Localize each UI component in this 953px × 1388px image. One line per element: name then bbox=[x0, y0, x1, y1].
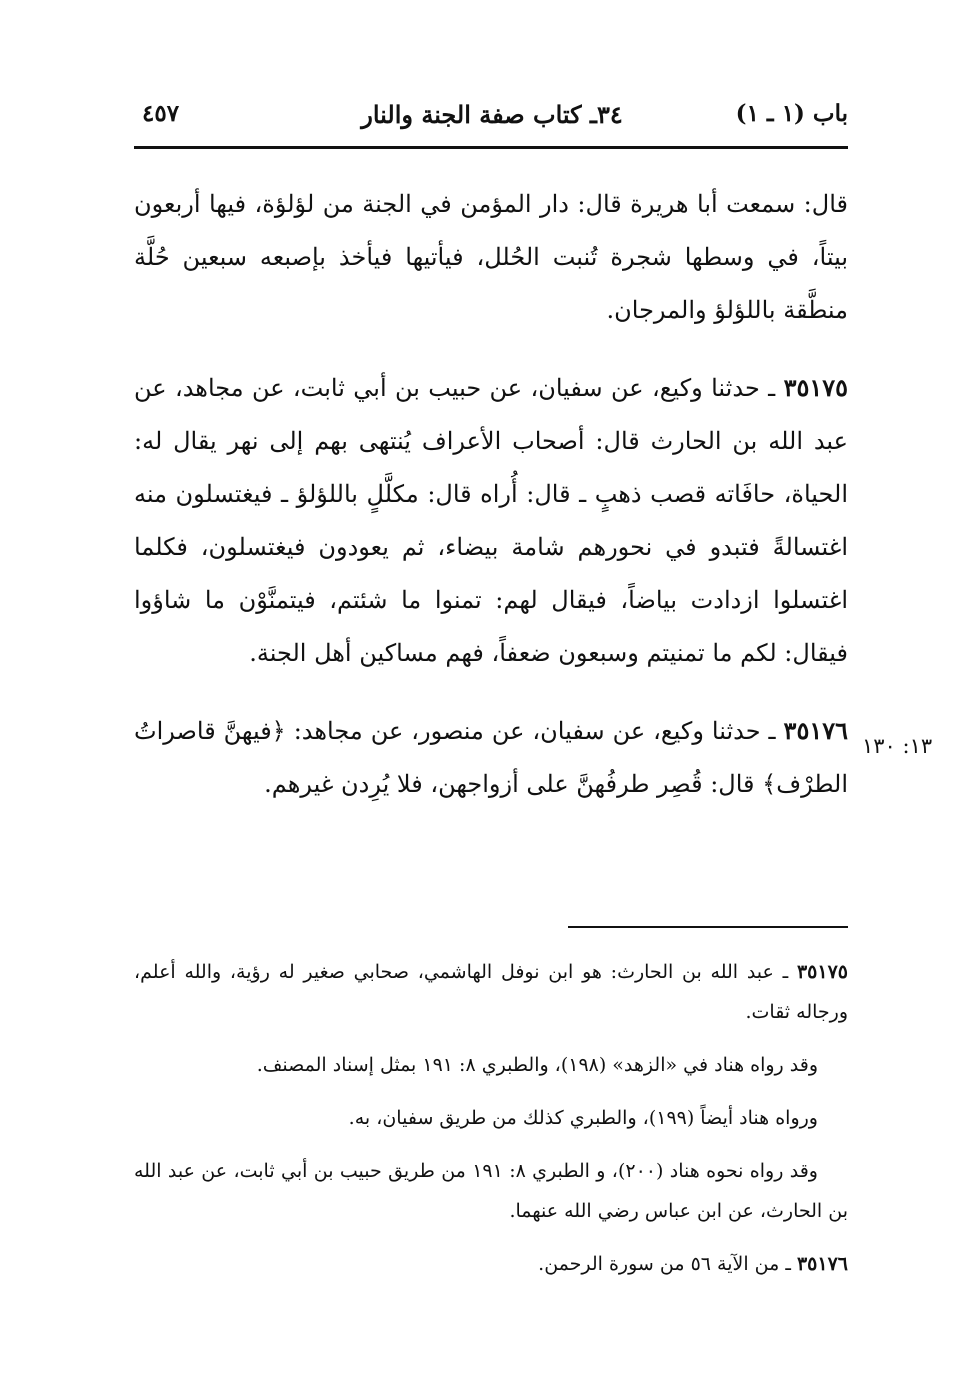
footnote-line: ورواه هناد أيضاً (١٩٩)، والطبري كذلك من طريق سفيان، به. bbox=[348, 1107, 818, 1129]
chapter-label: باب (١ ـ ١) bbox=[735, 100, 848, 127]
hadith-text: ـ حدثنا وكيع، عن سفيان، عن حبيب بن أبي ثابت، عن مجاهد، عن عبد الله بن الحارث قال: أصحاب الأعراف يُنتهى بهم إلى نهر يقال له: الحياة، حافَاته قصب ذهبٍ ـ قال: أُراه قال: مكلَّلٍ باللؤلؤ ـ فيغتسلون منه اغتسالةً فتبدو في نحورهم شامة بيضاء، ثم يعودون فيغتسلون، فكلما اغتسلوا ازدادت بياضاً، فيقال لهم: تمنوا ما شئتم، فيتمنَّوْن ما شاؤوا فيقال: لكم ما تمنيتم وسبعون ضعفاً، فهم مساكين أهل الجنة. bbox=[134, 374, 849, 667]
footnote-35175 bbox=[134, 952, 848, 1032]
footnote-text: ـ من الآية ٥٦ من سورة الرحمن. bbox=[538, 1253, 791, 1275]
hadith-number: ٣٥١٧٥ bbox=[783, 373, 849, 402]
hadith-number: ٣٥١٧٦ bbox=[783, 716, 848, 745]
footnote-number: ٣٥١٧٥ bbox=[796, 961, 848, 983]
running-header bbox=[136, 94, 848, 140]
main-text bbox=[134, 178, 848, 835]
margin-reference: ١٣: ١٣٠ bbox=[862, 734, 933, 758]
hadith-35175 bbox=[134, 361, 848, 680]
book-title: ٣٤ـ كتاب صفة الجنة والنار bbox=[361, 100, 623, 129]
footnote-rule bbox=[568, 926, 848, 928]
hadith-text: ـ حدثنا وكيع، عن سفيان، عن منصور، عن مجاهد: ﴿فيهنَّ قاصراتُ الطرْف﴾ قال: قُصِر طرفُهنَّ على أزواجهن، فلا يُرِدن غيرهم. bbox=[134, 717, 848, 798]
paragraph-continuation: قال: سمعت أبا هريرة قال: دار المؤمن في الجنة من لؤلؤة، فيها أربعون بيتاً، في وسطها شجرة تُنبت الحُلل، فيأتيها فيأخذ بإصبعه سبعين حُلَّة منطَّقة باللؤلؤ والمرجان. bbox=[134, 190, 848, 324]
footnote-35176 bbox=[134, 1244, 848, 1284]
footnote-number: ٣٥١٧٦ bbox=[796, 1253, 848, 1275]
footnote-line: وقد رواه نحوه هناد (٢٠٠)، و الطبري ٨: ١٩١ من طريق حبيب بن أبي ثابت، عن عبد الله بن الحارث، عن ابن عباس رضي الله عنهما. bbox=[134, 1160, 848, 1222]
footnotes bbox=[134, 952, 848, 1297]
hadith-35176 bbox=[134, 704, 848, 811]
page-number: ٤٥٧ bbox=[142, 100, 180, 127]
footnote-text: ـ عبد الله بن الحارث: هو ابن نوفل الهاشمي، صحابي صغير له رؤية، والله أعلم، ورجاله ثقات. bbox=[134, 961, 848, 1023]
footnote-line: وقد رواه هناد في «الزهد» (١٩٨)، والطبري ٨: ١٩١ بمثل إسناد المصنف. bbox=[256, 1054, 818, 1076]
header-rule bbox=[134, 146, 848, 149]
